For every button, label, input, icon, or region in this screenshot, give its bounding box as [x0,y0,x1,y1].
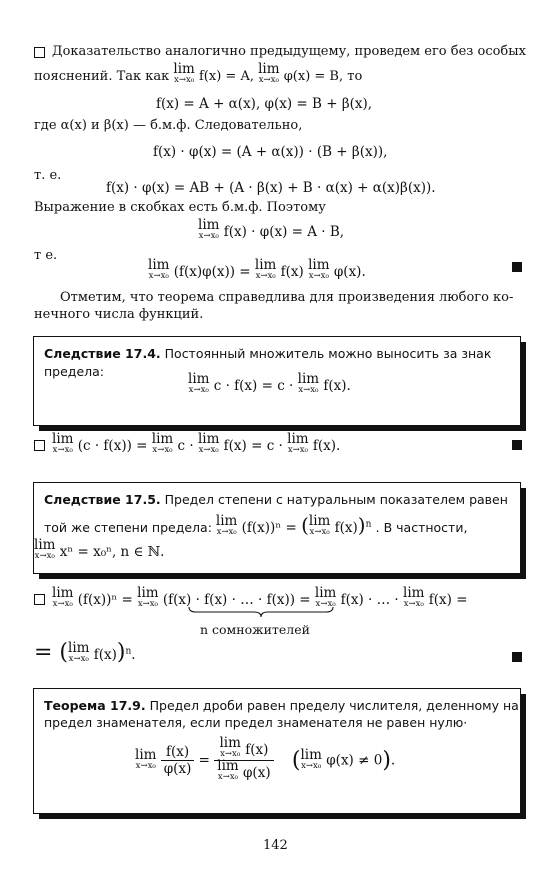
limit-op: lim x→x₀ [173,61,195,85]
equation: lim x→x₀ (f(x)φ(x)) = lim x→x₀ f(x) lim x→x₀ φ(x). [148,257,366,281]
equation: lim x→x₀ $\frac{f(x)}{\varphi(x)}$ = lim x→x₀ f(x) lim x→x₀ φ(x) (lim x→x₀ φ(x) ≠ 0). [135,735,396,782]
proof-start-marker [34,440,45,451]
equation: lim x→x₀ c · f(x) = c · lim x→x₀ f(x). [188,371,351,395]
corollary-text: Следствие 17.5. Предел степени с натуральным показателем равен [44,492,508,507]
theorem-text: Теорема 17.9. Предел дроби равен пределу числителя, деленному на [44,698,519,713]
corollary-text: той же степени предела: lim x→x₀ (f(x))ⁿ = (lim x→x₀ f(x))$^n$ . В частности, [44,513,468,537]
limit-op: lim x→x₀ [258,61,280,85]
equation: lim x→x₀ f(x) · φ(x) = A · B, [198,217,345,241]
equation: f(x) · φ(x) = AB + (A · β(x) + B · α(x) + α(x)β(x)). [106,180,436,196]
paragraph-line: пояснений. Так как lim x→x₀ f(x) = A, lim x→x₀ φ(x) = B, то [34,61,363,85]
qed-marker [512,652,522,662]
equation: f(x) · φ(x) = (A + α(x)) · (B + β(x)), [153,144,388,160]
underbraced-product: (f(x) · f(x) · … · f(x)) [162,592,295,608]
corollary-text: предела: [44,364,104,379]
equation: lim x→x₀ (c · f(x)) = lim x→x₀ c · lim x→x₀ f(x) = c · lim x→x₀ f(x). [52,431,341,455]
equation: f(x) = A + α(x), φ(x) = B + β(x), [156,96,373,112]
paragraph-line: Доказательство аналогично предыдущему, проведем его без особых [52,44,526,59]
paragraph-line: Отметим, что теорема справедлива для произведения любого ко- [60,290,514,305]
brace-label: n сомножителей [200,622,310,637]
paragraph-line: нечного числа функций. [34,307,204,322]
equation: lim x→x₀ xⁿ = x₀ⁿ, n ∈ ℕ. [34,537,165,561]
equation: = (lim x→x₀ f(x))$^n$. [34,640,136,665]
qed-marker [512,440,522,450]
page-number: 142 [263,838,288,853]
equation: lim x→x₀ (f(x))ⁿ = lim x→x₀ (f(x) · f(x) · … · f(x)) = lim x→x₀ f(x) · … · lim x→x₀ f(x) = [52,585,468,609]
proof-start-marker [34,47,45,58]
proof-start-marker [34,594,45,605]
qed-marker [512,262,522,272]
underbrace [188,606,334,618]
paragraph-line: т е. [34,248,58,263]
corollary-text: Следствие 17.4. Постоянный множитель можно выносить за знак [44,346,492,361]
paragraph-line: т. е. [34,168,62,183]
theorem-text: предел знаменателя, если предел знаменателя не равен нулю· [44,715,468,730]
paragraph-line: где α(x) и β(x) — б.м.ф. Следовательно, [34,118,303,133]
paragraph-line: Выражение в скобках есть б.м.ф. Поэтому [34,200,326,215]
